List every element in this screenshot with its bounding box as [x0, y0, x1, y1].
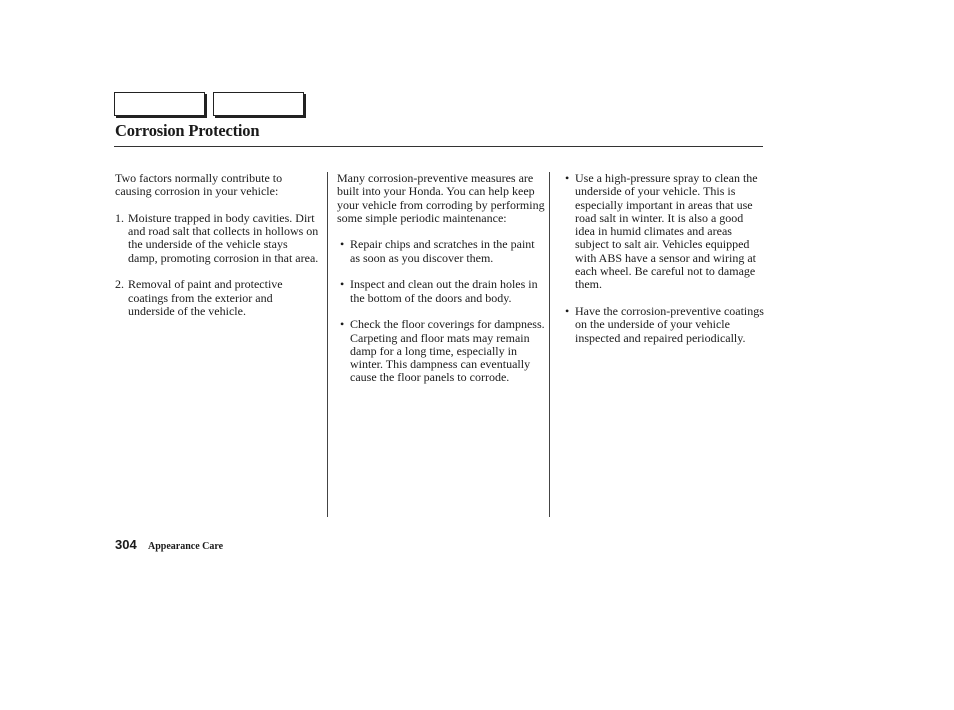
column-2-intro: Many corrosion-preventive measures are built into your Honda. You can help keep your vehicle from corroding by performing some simple periodic maintenance:	[337, 171, 545, 225]
column-3	[562, 172, 766, 358]
list-item-text: Repair chips and scratches in the paint as soon as you discover them.	[350, 237, 535, 265]
page-number: 304	[115, 537, 137, 552]
list-item	[115, 212, 320, 265]
column-1-intro: Two factors normally contribute to causing corrosion in your vehicle:	[115, 171, 283, 199]
list-item	[562, 305, 766, 345]
bullet-icon: •	[340, 317, 345, 332]
column-divider	[549, 172, 550, 517]
list-item	[337, 278, 545, 305]
bullet-icon: •	[340, 277, 345, 292]
bullet-icon: •	[565, 303, 570, 318]
list-item	[337, 318, 545, 384]
list-item	[115, 278, 320, 318]
list-item	[337, 238, 545, 265]
header-tab-box-left	[114, 92, 205, 116]
list-item-text: Removal of paint and protective coatings from the exterior and underside of the vehicle.	[128, 277, 283, 318]
list-item-text: Inspect and clean out the drain holes in the bottom of the doors and body.	[350, 277, 538, 305]
list-item-text: Moisture trapped in body cavities. Dirt and road salt that collects in hollows on the underside of the vehicle stays damp, promoting corrosion in that area.	[128, 210, 319, 265]
bullet-icon: •	[340, 237, 345, 252]
list-item-text: Have the corrosion-preventive coatings on the underside of your vehicle inspected and repaired periodically.	[575, 303, 764, 345]
bullet-icon: •	[565, 171, 570, 185]
column-2	[337, 172, 545, 398]
section-label: Appearance Care	[148, 541, 224, 552]
list-number: 2.	[115, 277, 124, 292]
list-item-text: Check the floor coverings for dampness. Carpeting and floor mats may remain damp for a long time, especially in winter. This dampness can eventually cause the floor panels to corrode.	[350, 317, 545, 385]
list-item-text: Use a high-pressure spray to clean the underside of your vehicle. This is especially important in areas that use road salt in winter. It is also a good idea in humid climates and areas subject to salt air. Vehicles equipped with ABS have a sensor and wiring at each wheel. Be careful not to damage them.	[575, 171, 758, 292]
page-title: Corrosion Protection	[115, 121, 260, 140]
column-1	[115, 172, 320, 332]
list-item	[562, 172, 766, 292]
header-tab-box-right	[213, 92, 304, 116]
list-number: 1.	[115, 210, 124, 225]
title-rule	[114, 146, 763, 147]
column-divider	[327, 172, 328, 517]
